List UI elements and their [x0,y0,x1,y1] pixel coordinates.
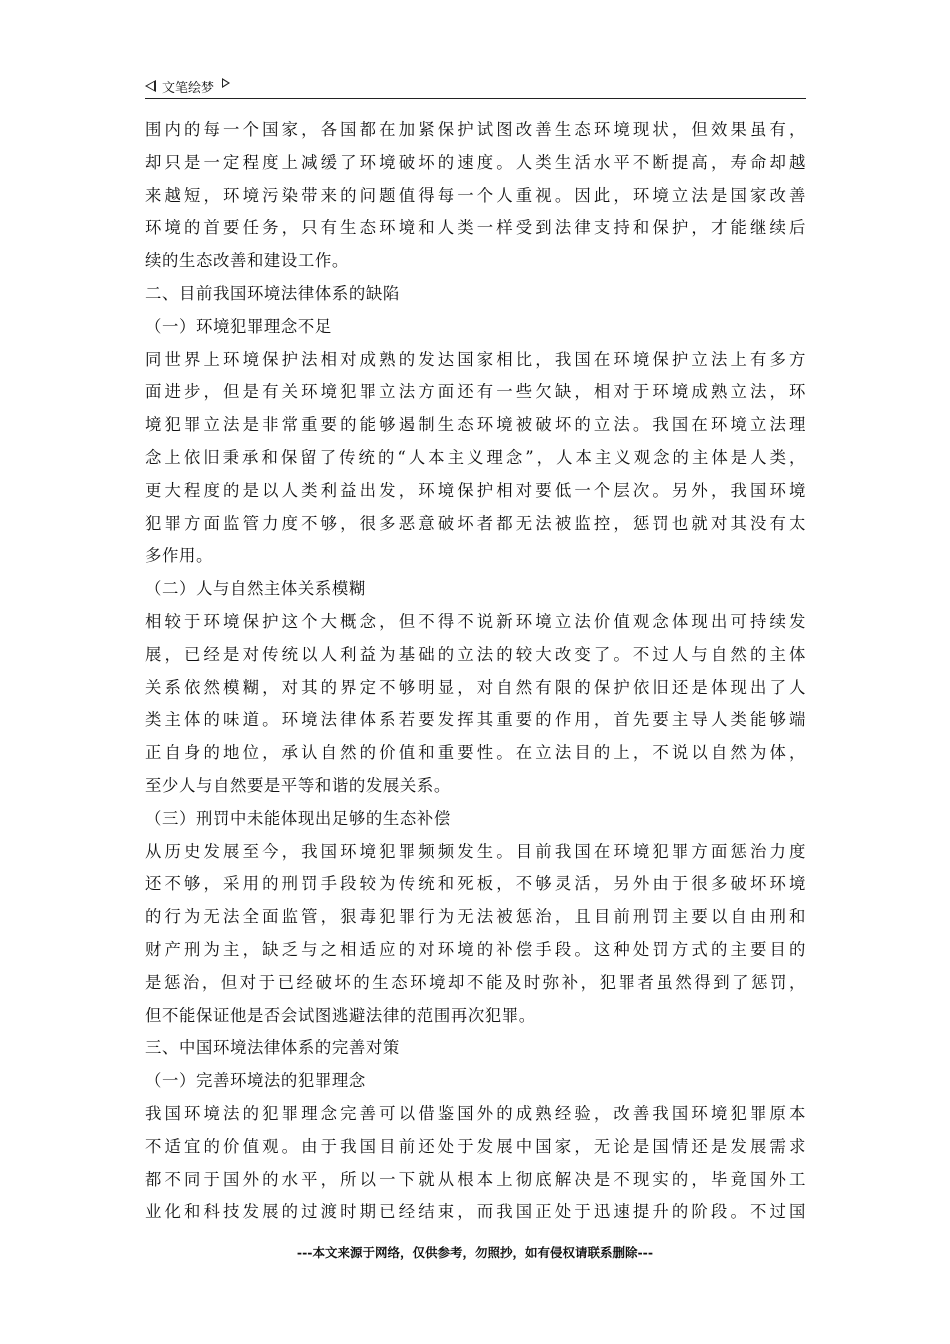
page-header [145,74,806,99]
text-line: 的行为无法全面监管，狠毒犯罪行为无法被惩治，且目前刑罚主要以自由刑和 [145,907,806,927]
text-line: 业化和科技发展的过渡时期已经结束，而我国正处于迅速提升的阶段。不过国 [145,1202,806,1222]
text-line: 展，已经是对传统以人利益为基础的立法的较大改变了。不过人与自然的主体 [145,644,806,664]
text-line: 相较于环境保护这个大概念，但不得不说新环境立法价值观念体现出可持续发 [145,611,806,631]
text-line: 正自身的地位，承认自然的价值和重要性。在立法目的上，不说以自然为体， [145,743,806,763]
document-body [145,114,806,1229]
text-line: 围内的每一个国家，各国都在加紧保护试图改善生态环境现状，但效果虽有， [145,120,806,139]
text-line: 关系依然模糊，对其的界定不够明显，对自然有限的保护依旧还是体现出了人 [145,677,806,697]
header-title: 文笔绘梦 [162,80,215,96]
text-line: 但不能保证他是否会试图逃避法律的范围再次犯罪。 [145,1005,536,1025]
text-line: 都不同于国外的水平，所以一下就从根本上彻底解决是不现实的，毕竟国外工 [145,1169,806,1189]
text-line: 来越短，环境污染带来的问题值得每一个人重视。因此，环境立法是国家改善 [145,185,806,205]
text-line: 面进步，但是有关环境犯罪立法方面还有一些欠缺，相对于环境成熟立法，环 [145,382,806,402]
section-heading: （二）人与自然主体关系模糊 [145,579,366,599]
text-line: 多作用。 [145,546,213,566]
footer-notice: ---本文来源于网络，仅供参考，勿照抄，如有侵权请联系删除--- [296,1245,654,1260]
section-heading: 三、中国环境法律体系的完善对策 [145,1038,400,1058]
section-heading: （一）完善环境法的犯罪理念 [145,1071,366,1091]
text-line: 境犯罪立法是非常重要的能够遏制生态环境被破坏的立法。我国在环境立法理 [145,415,806,435]
text-line: 环境的首要任务，只有生态环境和人类一样受到法律支持和保护，才能继续后 [145,218,806,238]
triangle-left-icon [145,80,156,92]
text-line: 犯罪方面监管力度不够，很多恶意破坏者都无法被监控，惩罚也就对其没有太 [145,513,806,533]
text-line: 却只是一定程度上减缓了环境破坏的速度。人类生活水平不断提高，寿命却越 [145,152,806,172]
text-line: 财产刑为主，缺乏与之相适应的对环境的补偿手段。这种处罚方式的主要目的 [145,939,806,959]
text-line: 续的生态改善和建设工作。 [145,251,349,271]
text-line: 更大程度的是以人类利益出发，环境保护相对要低一个层次。另外，我国环境 [145,480,806,500]
text-line: 从历史发展至今，我国环境犯罪频频发生。目前我国在环境犯罪方面惩治力度 [145,841,806,861]
text-line: 不适宜的价值观。由于我国目前还处于发展中国家，无论是国情还是发展需求 [145,1136,806,1156]
text-line: 还不够，采用的刑罚手段较为传统和死板，不够灵活，另外由于很多破坏环境 [145,874,806,894]
text-line: 至少人与自然要是平等和谐的发展关系。 [145,775,451,795]
triangle-right-icon [222,78,230,88]
text-line: 是惩治，但对于已经破坏的生态环境却不能及时弥补，犯罪者虽然得到了惩罚， [145,972,806,992]
section-heading: （一）环境犯罪理念不足 [145,316,332,336]
section-heading: 二、目前我国环境法律体系的缺陷 [145,283,400,303]
text-line: 同世界上环境保护法相对成熟的发达国家相比，我国在环境保护立法上有多方 [145,349,806,369]
section-heading: （三）刑罚中未能体现出足够的生态补偿 [145,808,451,828]
text-line: 念上依旧秉承和保留了传统的“人本主义理念”，人本主义观念的主体是人类， [145,447,806,467]
text-line: 类主体的味道。环境法律体系若要发挥其重要的作用，首先要主导人类能够端 [145,710,806,730]
text-line: 我国环境法的犯罪理念完善可以借鉴国外的成熟经验，改善我国环境犯罪原本 [145,1103,806,1123]
